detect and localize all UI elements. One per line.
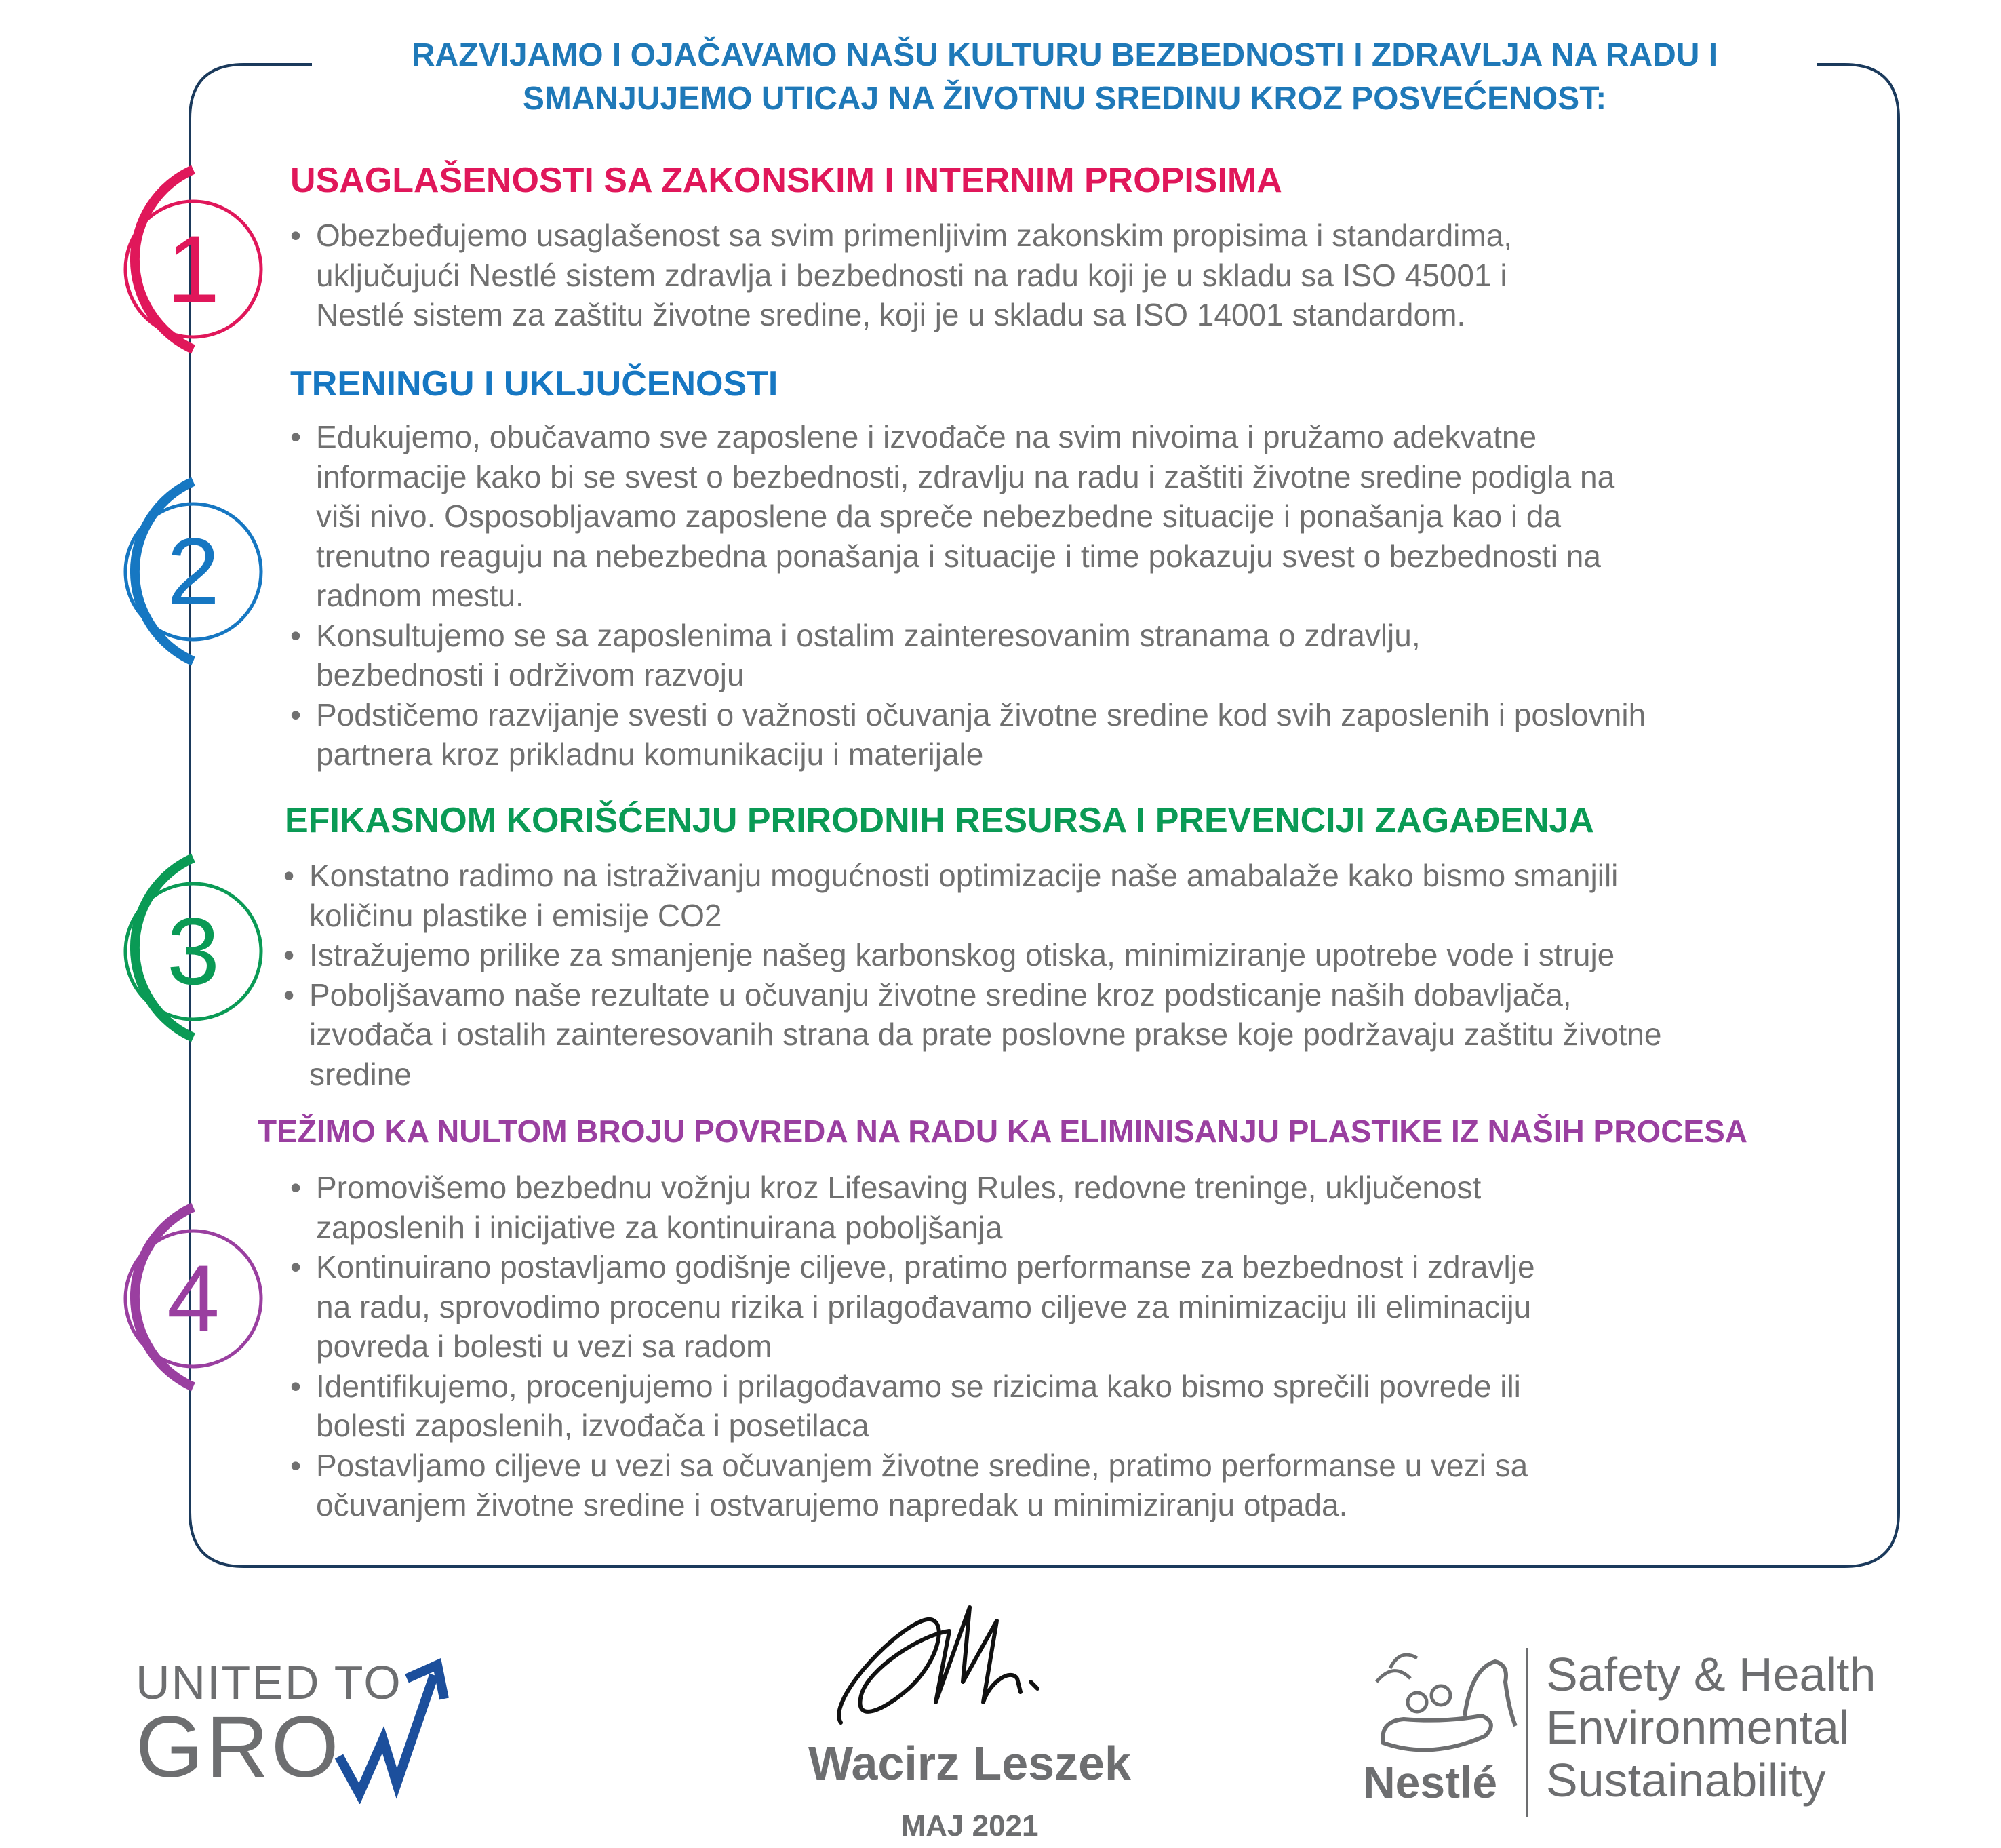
growth-arrow-icon	[325, 1648, 475, 1804]
section-number-3: 3	[167, 898, 220, 1004]
nestle-nest-icon	[1363, 1641, 1526, 1763]
bullet-item: • Istražujemo prilike za smanjenje našeg karbonskog otiska, minimiziranje upotrebe vode i struje	[283, 935, 1857, 975]
section-4-bullets	[290, 1168, 1850, 1525]
logo-line-1: UNITED TO	[136, 1656, 402, 1709]
bullet-item: • Poboljšavamo naše rezultate u očuvanju životne sredine kroz podsticanje naših dobavljača, izvođača i ostalih zainteresovanih strana da prate poslovne prakse koje podržavaju zaštitu životne sredine	[283, 975, 1857, 1095]
bullet-dot-icon: •	[290, 617, 302, 653]
bullet-dot-icon: •	[290, 1447, 302, 1483]
bullet-item: • Obezbeđujemo usaglašenost sa svim primenljivim zakonskim propisima i standardima, uključujući Nestlé sistem zdravlja i bezbednosti na radu koji je u skladu sa ISO 45001 i Nestlé sistem za zaštitu životne sredine, koji je u skladu sa ISO 14001 standardom.	[290, 216, 1850, 335]
section-2-title: TRENINGU I UKLJUČENOSTI	[290, 364, 778, 404]
section-number-2: 2	[167, 518, 220, 625]
bullet-dot-icon: •	[290, 1249, 302, 1284]
bullet-dot-icon: •	[283, 858, 295, 893]
bullet-item: • Podstičemo razvijanje svesti o važnosti očuvanja životne sredine kod svih zaposlenih i poslovnih partnera kroz prikladnu komunikaciju i materijale	[290, 695, 1850, 774]
bullet-item: • Kontinuirano postavljamo godišnje ciljeve, pratimo performanse za bezbednost i zdravlje na radu, sprovodimo procenu rizika i prilagođavamo ciljeve za minimizaciju ili eliminaciju povreda i bolesti u vezi sa radom	[290, 1247, 1850, 1367]
logo-line-2: GRO	[136, 1699, 342, 1796]
section-2-bullets	[290, 417, 1850, 774]
bullet-dot-icon: •	[290, 1368, 302, 1404]
bullet-dot-icon: •	[290, 1170, 302, 1205]
section-3-title: EFIKASNOM KORIŠĆENJU PRIRODNIH RESURSA I PREVENCIJI ZAGAĐENJA	[285, 801, 1594, 840]
bullet-item: • Identifikujemo, procenjujemo i prilagođavamo se rizicima kako bismo sprečili povrede ili bolesti zaposlenih, izvođača i posetilaca	[290, 1367, 1850, 1446]
bullet-item: • Promovišemo bezbednu vožnju kroz Lifesaving Rules, redovne treninge, uključenost zaposlenih i inicijative za kontinuirana poboljšanja	[290, 1168, 1850, 1247]
bullet-dot-icon: •	[290, 696, 302, 732]
signature-icon	[814, 1594, 1098, 1743]
heading-line-2: SMANJUJEMO UTICAJ NA ŽIVOTNU SREDINU KROZ POSVEĆENOST:	[522, 81, 1607, 117]
section-1-bullets	[290, 216, 1850, 335]
bullet-item: • Edukujemo, obučavamo sve zaposlene i izvođače na svim nivoima i pružamo adekvatne informacije kako bi se svest o bezbednosti, zdravlju na radu i zaštiti životne sredine podigla na viši nivo. Osposobljavamo zaposlene da spreče nebezbedne situacije i ponašanja kao i da trenutno reaguju na nebezbedna ponašanja i situacije i time pokazuju svest o bezbednosti na radnom mestu.	[290, 417, 1850, 616]
tagline-line-2: Environmental	[1546, 1701, 1850, 1754]
logo-divider	[1526, 1648, 1528, 1817]
nestle-wordmark: Nestlé	[1363, 1757, 1498, 1807]
section-1-title: USAGLAŠENOSTI SA ZAKONSKIM I INTERNIM PROPISIMA	[290, 161, 1282, 200]
signature-date: MAJ 2021	[900, 1809, 1039, 1843]
bullet-dot-icon: •	[290, 218, 302, 253]
section-number-1: 1	[167, 216, 220, 322]
section-4-title: TEŽIMO KA NULTOM BROJU POVREDA NA RADU KA ELIMINISANJU PLASTIKE IZ NAŠIH PROCESA	[258, 1114, 1748, 1149]
bullet-item: • Konstatno radimo na istraživanju mogućnosti optimizacije naše amabalaže kako bismo smanjili količinu plastike i emisije CO2	[283, 856, 1857, 935]
heading-line-1: RAZVIJAMO I OJAČAVAMO NAŠU KULTURU BEZBEDNOSTI I ZDRAVLJA NA RADU I	[411, 37, 1718, 73]
bullet-item: • Postavljamo ciljeve u vezi sa očuvanjem životne sredine, pratimo performanse u vezi sa očuvanjem životne sredine i ostvarujemo napredak u minimiziranju otpada.	[290, 1446, 1850, 1525]
section-3-bullets	[283, 856, 1857, 1094]
section-number-4: 4	[167, 1245, 220, 1352]
signer-name: Wacirz Leszek	[808, 1737, 1131, 1790]
tagline-line-1: Safety & Health	[1546, 1648, 1876, 1701]
bullet-dot-icon: •	[290, 419, 302, 454]
tagline-line-3: Sustainability	[1546, 1754, 1826, 1807]
bullet-item: • Konsultujemo se sa zaposlenima i ostalim zainteresovanim stranama o zdravlju, bezbednosti i održivom razvoju	[290, 616, 1850, 695]
bullet-dot-icon: •	[283, 937, 295, 972]
brand-tagline	[1546, 1648, 1876, 1807]
bullet-dot-icon: •	[283, 977, 295, 1013]
